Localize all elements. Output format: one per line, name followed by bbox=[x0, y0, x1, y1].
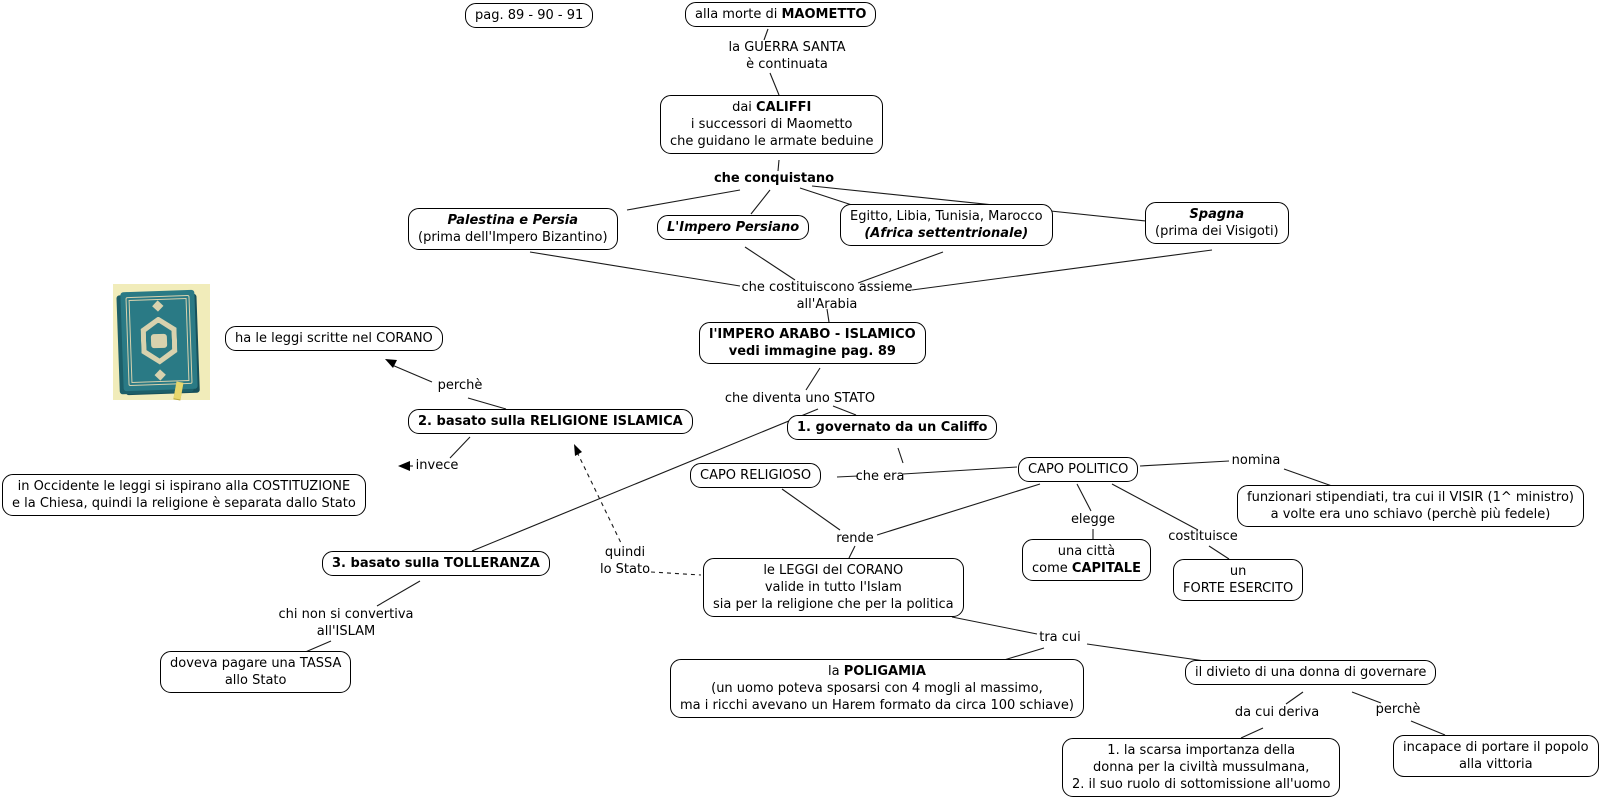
node-palestina-persia: Palestina e Persia (prima dell'Impero Bizantino) bbox=[408, 208, 618, 250]
label-elegge: elegge bbox=[1070, 512, 1116, 527]
node-leggi-del-corano: le LEGGI del CORANO valide in tutto l'Islam sia per la religione che per la politica bbox=[703, 558, 964, 617]
label-da-cui-deriva: da cui deriva bbox=[1234, 705, 1320, 720]
label-guerra-santa: la GUERRA SANTA è continuata bbox=[728, 40, 846, 72]
quran-book-image bbox=[113, 284, 210, 400]
node-califfi: dai CALIFFI i successori di Maometto che guidano le armate beduine bbox=[660, 95, 883, 154]
arrowhead-to-occidente bbox=[398, 461, 410, 471]
book-medallion bbox=[140, 316, 178, 365]
node-poligamia: la POLIGAMIA (un uomo poteva sposarsi con 4 mogli al massimo, ma i ricchi avevano un Harem formato da circa 100 schiave) bbox=[670, 659, 1084, 718]
label-nomina: nomina bbox=[1231, 453, 1281, 468]
node-governato-da-califfo: 1. governato da un Califfo bbox=[787, 415, 997, 440]
book-ribbon bbox=[174, 382, 184, 400]
label-perche-1: perchè bbox=[437, 378, 483, 393]
node-tolleranza: 3. basato sulla TOLLERANZA bbox=[322, 551, 550, 576]
label-perche-2: perchè bbox=[1375, 702, 1421, 717]
book-ornamental-frame bbox=[125, 295, 192, 386]
node-page-reference bbox=[465, 3, 593, 28]
book-ornament-bottom bbox=[155, 369, 166, 380]
label-quindi-lo-stato: quindi lo Stato bbox=[599, 545, 651, 577]
node-capo-politico: CAPO POLITICO bbox=[1018, 457, 1138, 482]
book-cover bbox=[120, 290, 197, 392]
label-costituiscono: che costituiscono assieme all'Arabia bbox=[741, 280, 913, 312]
node-forte-esercito: un FORTE ESERCITO bbox=[1173, 559, 1303, 601]
arrowhead-to-religione bbox=[574, 444, 582, 456]
node-impero-persiano: L'Impero Persiano bbox=[657, 215, 809, 240]
node-tassa: doveva pagare una TASSA allo Stato bbox=[160, 651, 351, 693]
node-occidente-costituzione: in Occidente le leggi si ispirano alla COSTITUZIONE e la Chiesa, quindi la religione è separata dallo Stato bbox=[2, 474, 366, 516]
label-diventa-stato: che diventa uno STATO bbox=[724, 391, 876, 406]
node-religione-islamica: 2. basato sulla RELIGIONE ISLAMICA bbox=[408, 409, 693, 434]
label-chi-non-si-convertiva: chi non si convertiva all'ISLAM bbox=[278, 607, 414, 639]
node-impero-arabo-islamico: l'IMPERO ARABO - ISLAMICO vedi immagine pag. 89 bbox=[699, 322, 926, 364]
node-funzionari-visir: funzionari stipendiati, tra cui il VISIR (1^ ministro) a volte era uno schiavo (perchè più fedele) bbox=[1237, 485, 1584, 527]
label-che-era: che era bbox=[855, 469, 905, 484]
book-ornament-top bbox=[152, 300, 163, 311]
node-incapace-vittoria: incapace di portare il popolo alla vittoria bbox=[1393, 735, 1599, 777]
node-africa-settentrionale: Egitto, Libia, Tunisia, Marocco (Africa settentrionale) bbox=[840, 204, 1053, 246]
label-invece: invece bbox=[415, 458, 459, 473]
label-rende: rende bbox=[836, 531, 874, 546]
node-leggi-corano: ha le leggi scritte nel CORANO bbox=[225, 326, 443, 351]
node-capitale: una città come CAPITALE bbox=[1022, 539, 1151, 581]
node-scarsa-importanza-donna: 1. la scarsa importanza della donna per la civiltà mussulmana, 2. il suo ruolo di sottomissione all'uomo bbox=[1062, 738, 1340, 797]
label-costituisce: costituisce bbox=[1168, 529, 1238, 544]
node-morte-maometto: alla morte di MAOMETTO bbox=[685, 2, 876, 27]
node-spagna: Spagna (prima dei Visigoti) bbox=[1145, 202, 1289, 244]
node-divieto-donna: il divieto di una donna di governare bbox=[1185, 660, 1436, 685]
node-capo-religioso: CAPO RELIGIOSO bbox=[690, 463, 821, 488]
page-reference-label: pag. 89 - 90 - 91 bbox=[475, 8, 584, 23]
label-che-conquistano: che conquistano bbox=[713, 171, 835, 186]
label-tra-cui: tra cui bbox=[1039, 630, 1081, 645]
